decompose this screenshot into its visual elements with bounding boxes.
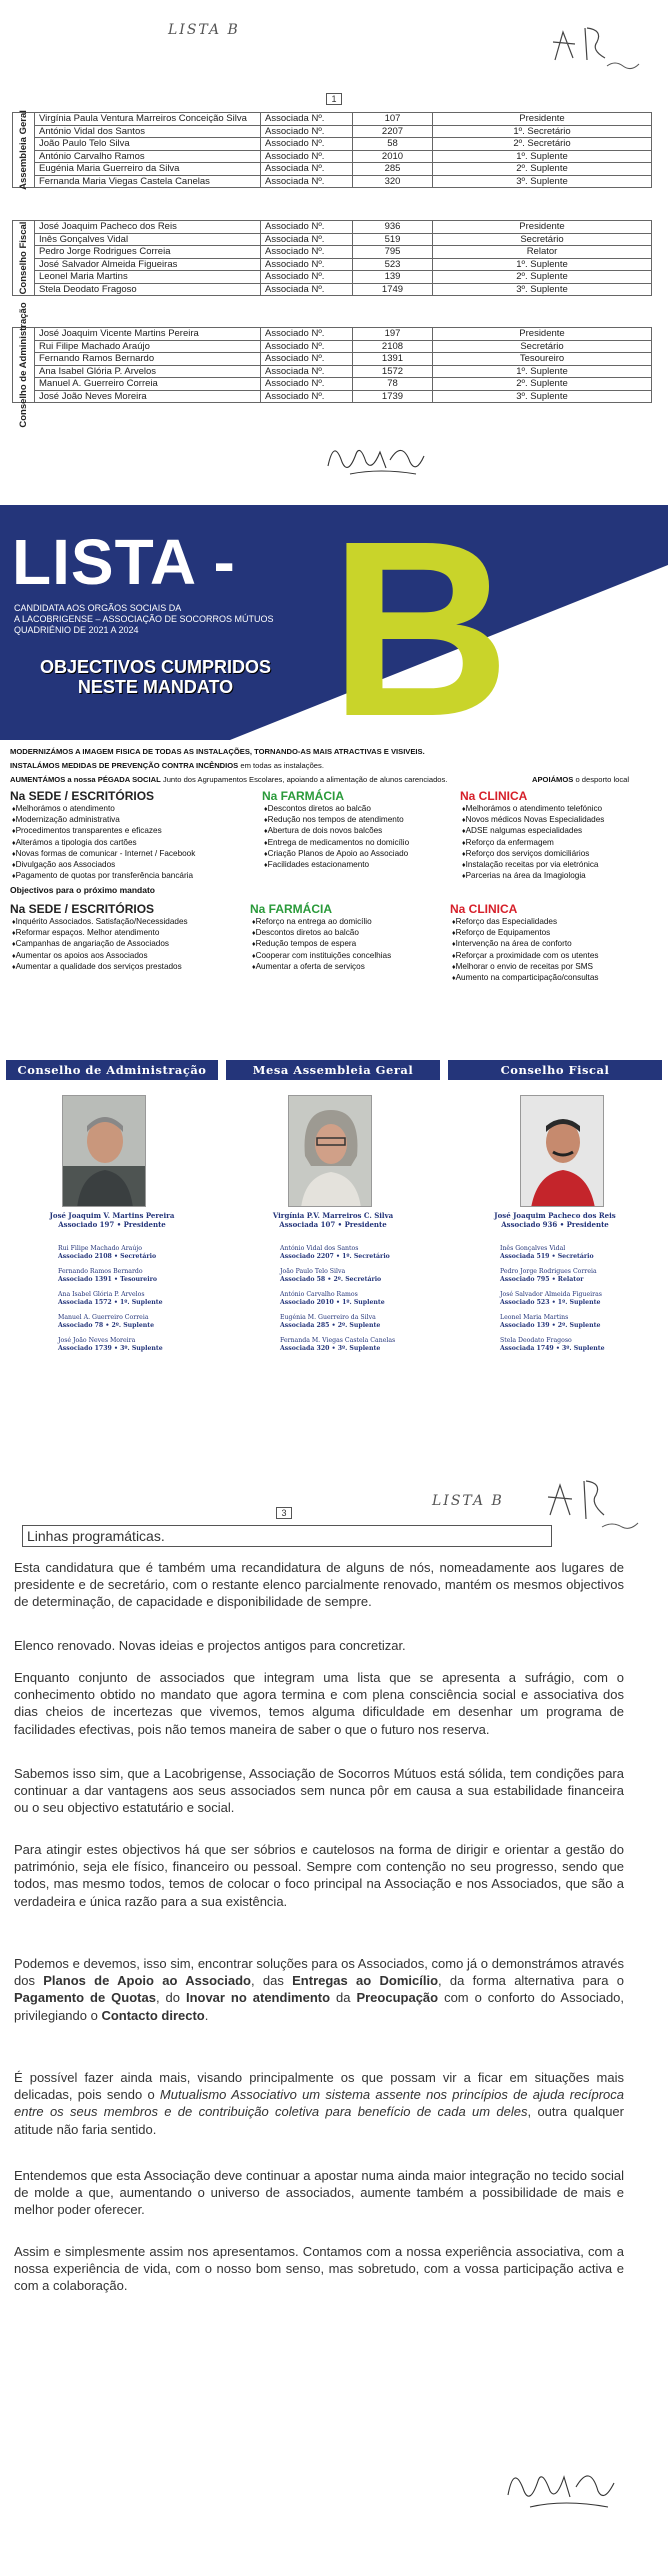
list-item: ♦ Reformar espaços. Melhor atendimento <box>12 928 188 939</box>
member-entry <box>58 1337 163 1352</box>
associate-label: Associada Nº. <box>261 113 353 126</box>
member-entry <box>500 1314 605 1329</box>
member-name: José Salvador Almeida Figueiras <box>35 258 261 271</box>
member-entry-name: Fernando Ramos Bernardo <box>58 1267 143 1275</box>
page-3 <box>0 1485 668 2560</box>
list-item: ♦ Parcerias na área da Imagiologia <box>462 871 604 882</box>
member-entry <box>500 1291 605 1306</box>
group-title: Assembleia Geral <box>13 113 35 188</box>
member-entry <box>500 1245 605 1260</box>
associate-number: 320 <box>353 175 433 188</box>
section-header-administration: Conselho de Administração <box>6 1060 218 1080</box>
list-item: ♦ Abertura de dois novos balcões <box>264 826 409 837</box>
associate-number: 58 <box>353 138 433 151</box>
member-entry-name: José Salvador Almeida Figueiras <box>500 1290 602 1298</box>
associate-label: Associado Nº. <box>261 390 353 403</box>
associate-label: Associado Nº. <box>261 246 353 259</box>
list-item: ♦ Aumento na comparticipação/consultas <box>452 973 598 984</box>
member-role: 2º. Suplente <box>433 378 652 391</box>
member-entry-name: António Carvalho Ramos <box>280 1290 358 1298</box>
member-entry-name: Inês Gonçalves Vidal <box>500 1245 566 1252</box>
table-row <box>13 150 652 163</box>
list-item: ♦ Reforçar a proximidade com os utentes <box>452 951 598 962</box>
member-role: 1º. Suplente <box>433 258 652 271</box>
member-entry <box>280 1314 395 1329</box>
member-role: 1º. Suplente <box>433 365 652 378</box>
list-item: ♦ ADSE nalgumas especialidades <box>462 826 604 837</box>
associate-label: Associado Nº. <box>261 328 353 341</box>
table-row <box>13 233 652 246</box>
member-role: 3º. Suplente <box>433 283 652 296</box>
intro-line-3-sport: APOIÁMOS o desporto local <box>532 775 630 784</box>
associate-label: Associada Nº. <box>261 365 353 378</box>
table-row <box>13 328 652 341</box>
list-item: ♦ Criação Planos de Apoio ao Associado <box>264 849 409 860</box>
paragraph-1: Esta candidatura que é também uma recandidatura de alguns de nós, nomeadamente aos lugares de presidente e de secretário, com o restante elenco parcialmente renovado, mantém os mesmos objectivos de determinação, de capacidade e disponibilidade de sempre. <box>14 1560 624 1610</box>
associate-label: Associado Nº. <box>261 125 353 138</box>
associate-label: Associada Nº. <box>261 233 353 246</box>
section-header-assembly: Mesa Assembleia Geral <box>226 1060 440 1080</box>
member-name: Inês Gonçalves Vidal <box>35 233 261 246</box>
list-item: ♦ Reforço da enfermagem <box>462 838 604 849</box>
president-caption-assembly: Virgínia P.V. Marreiros C. Silva Associada 107 • Presidente <box>272 1211 394 1229</box>
table-row <box>13 283 652 296</box>
flyer-banner <box>0 505 668 740</box>
list-item: ♦ Facilidades estacionamento <box>264 860 409 871</box>
associate-label: Associado Nº. <box>261 340 353 353</box>
associate-label: Associada Nº. <box>261 283 353 296</box>
member-entry-role: Associado 2207 • 1º. Secretário <box>280 1252 390 1260</box>
associate-number: 523 <box>353 258 433 271</box>
member-name: Ana Isabel Glória P. Arvelos <box>35 365 261 378</box>
member-name: Pedro Jorge Rodrigues Correia <box>35 246 261 259</box>
associate-number: 1749 <box>353 283 433 296</box>
member-entry-role: Associado 2010 • 1º. Suplente <box>280 1298 385 1306</box>
list-item: ♦ Melhorámos o atendimento telefónico <box>462 804 604 815</box>
associate-number: 1572 <box>353 365 433 378</box>
list-item: ♦ Reforço das Especialidades <box>452 917 598 928</box>
list-item: ♦ Pagamento de quotas por transferência bancária <box>12 871 195 882</box>
paragraph-9: Assim e simplesmente assim nos apresentamos. Contamos com a nossa experiência associativa, com a nossa experiência de vida, com o nosso bom senso, mas sobretudo, com a vossa participação activa e com a colaboração. <box>14 2244 624 2294</box>
paragraph-3: Enquanto conjunto de associados que integram uma lista que se apresenta a sufrágio, com o conhecimento obtido no mandato que agora termina e com plena consciência social e associativa dos dias cheios de incertezas que vivemos, temos alguma dificuldade em desenhar um programa de facilidades efectivas, pois não temos maneira de saber o que o futuro nos reserva. <box>14 1670 624 1737</box>
list-item: ♦ Aumentar a qualidade dos serviços prestados <box>12 962 188 973</box>
member-entry <box>58 1268 163 1283</box>
list-item: ♦ Divulgação aos Associados <box>12 860 195 871</box>
intro-line-3: AUMENTÁMOS a nossa PÉGADA SOCIAL Junto dos Agrupamentos Escolares, apoiando a alimentação de alunos carenciados. <box>10 775 448 784</box>
member-name: João Paulo Telo Silva <box>35 138 261 151</box>
program-heading: Linhas programáticas. <box>22 1525 552 1547</box>
svg-text:B: B <box>329 510 511 735</box>
table-row <box>13 258 652 271</box>
member-role: 2º. Secretário <box>433 138 652 151</box>
next-sede-title: Na SEDE / ESCRITÓRIOS <box>10 902 155 916</box>
paragraph-4: Sabemos isso sim, que a Lacobrigense, Associação de Socorros Mútuos está sólida, tem condições para continuar a dar vantagens aos seus associados sem nunca pôr em causa a sua estabilidade financeira ou o seu objectivo estatutário e social. <box>14 1766 624 1816</box>
member-entry-name: Rui Filipe Machado Araújo <box>58 1245 142 1252</box>
member-entry-name: José João Neves Moreira <box>58 1336 136 1344</box>
table-row <box>13 113 652 126</box>
member-entry-role: Associada 285 • 2º. Suplente <box>280 1321 381 1329</box>
member-entry <box>58 1245 163 1260</box>
next-clin-title: Na CLINICA <box>450 902 518 916</box>
member-role: Presidente <box>433 113 652 126</box>
member-role: 3º. Suplente <box>433 390 652 403</box>
associate-number: 78 <box>353 378 433 391</box>
list-item: ♦ Aumentar a oferta de serviços <box>252 962 391 973</box>
section-header-fiscal: Conselho Fiscal <box>448 1060 662 1080</box>
fiscal-council-table <box>12 220 652 296</box>
associate-label: Associada Nº. <box>261 163 353 176</box>
list-item: ♦ Novos médicos Novas Especialidades <box>462 815 604 826</box>
associate-number: 1739 <box>353 390 433 403</box>
members-list-administration <box>58 1245 163 1360</box>
next-sede-list <box>12 917 188 973</box>
member-name: António Vidal dos Santos <box>35 125 261 138</box>
member-name: José João Neves Moreira <box>35 390 261 403</box>
list-item: ♦ Campanhas de angariação de Associados <box>12 939 188 950</box>
member-role: 3º. Suplente <box>433 175 652 188</box>
associate-label: Associado Nº. <box>261 353 353 366</box>
list-item: ♦ Cooperar com instituições concelhias <box>252 951 391 962</box>
member-name: Manuel A. Guerreiro Correia <box>35 378 261 391</box>
next-farm-title: Na FARMÁCIA <box>250 902 333 916</box>
member-entry-name: Eugénia M. Guerreiro da Silva <box>280 1313 376 1321</box>
member-entry-role: Associada 1572 • 1º. Suplente <box>58 1298 163 1306</box>
member-entry-name: Manuel A. Guerreiro Correia <box>58 1313 149 1321</box>
table-row <box>13 378 652 391</box>
table-row <box>13 390 652 403</box>
member-entry <box>58 1291 163 1306</box>
president-photo-administration <box>62 1095 146 1207</box>
member-role: Presidente <box>433 221 652 234</box>
table-row <box>13 125 652 138</box>
list-item: ♦ Redução nos tempos de atendimento <box>264 815 409 826</box>
big-letter-b-logo <box>300 510 540 735</box>
table-row <box>13 353 652 366</box>
paragraph-8: Entendemos que esta Associação deve continuar a apostar numa ainda maior integração no tecido social de molde a que, aumentando o universo de associados, aumente também a possibilidade de mais e melhor poder oferecer. <box>14 2168 624 2218</box>
list-item: ♦ Novas formas de comunicar - Internet / Facebook <box>12 849 195 860</box>
member-name: Fernanda Maria Viegas Castela Canelas <box>35 175 261 188</box>
member-name: Fernando Ramos Bernardo <box>35 353 261 366</box>
done-farm-list <box>264 804 409 871</box>
table-row <box>13 271 652 284</box>
member-entry-role: Associada 320 • 3º. Suplente <box>280 1344 381 1352</box>
list-item: ♦ Alterámos a tipologia dos cartões <box>12 838 195 849</box>
president-caption-administration: José Joaquim V. Martins Pereira Associado 197 • Presidente <box>49 1211 175 1229</box>
member-entry-role: Associado 523 • 1º. Suplente <box>500 1298 601 1306</box>
member-entry-name: Ana Isabel Glória P. Arvelos <box>58 1290 145 1298</box>
member-role: 2º. Suplente <box>433 271 652 284</box>
done-sede-list <box>12 804 195 882</box>
page-number-1: 1 <box>326 93 342 105</box>
president-photo-assembly <box>288 1095 372 1207</box>
intro-line-1: MODERNIZÁMOS A IMAGEM FISICA DE TODAS AS INSTALAÇÕES, TORNANDO-AS MAIS ATRACTIVAS E VISIVEIS. <box>10 747 425 756</box>
member-entry <box>280 1245 395 1260</box>
member-name: José Joaquim Vicente Martins Pereira <box>35 328 261 341</box>
member-name: Leonel Maria Martins <box>35 271 261 284</box>
group-title: Conselho Fiscal <box>13 221 35 296</box>
associate-number: 107 <box>353 113 433 126</box>
associate-number: 197 <box>353 328 433 341</box>
list-item: ♦ Melhorámos o atendimento <box>12 804 195 815</box>
member-entry <box>58 1314 163 1329</box>
member-entry <box>280 1291 395 1306</box>
administration-council-table <box>12 302 652 428</box>
assembly-members-table <box>12 112 652 188</box>
member-entry-role: Associado 795 • Relator <box>500 1275 584 1283</box>
table-row <box>13 246 652 259</box>
list-item: ♦ Redução tempos de espera <box>252 939 391 950</box>
list-item: ♦ Descontos diretos ao balcão <box>264 804 409 815</box>
paragraph-5: Para atingir estes objectivos há que ser sóbrios e cautelosos na forma de dirigir e orientar a gestão do património, seja ele físico, financeiro ou pessoal. Sempre com contenção no seu progresso, sendo que todos, mas mesmo todos, temos de colocar o foco principal na Associação e nos Associados, que são a verdadeira e única razão para a sua existência. <box>14 1842 624 1909</box>
member-name: Stela Deodato Fragoso <box>35 283 261 296</box>
member-entry <box>280 1268 395 1283</box>
table-row <box>13 138 652 151</box>
intro-line-2: INSTALÁMOS MEDIDAS DE PREVENÇÃO CONTRA INCÊNDIOS em todas as instalações. <box>10 761 324 770</box>
member-entry-name: Leonel Maria Martins <box>500 1313 569 1321</box>
associate-label: Associada Nº. <box>261 175 353 188</box>
member-role: Secretário <box>433 340 652 353</box>
flyer-lista-title: LISTA - <box>12 526 236 598</box>
members-list-fiscal <box>500 1245 605 1360</box>
list-item: ♦ Entrega de medicamentos no domicílio <box>264 838 409 849</box>
signature-1 <box>320 432 440 482</box>
paragraph-2: Elenco renovado. Novas ideias e projectos antigos para concretizar. <box>14 1638 406 1653</box>
done-clin-list <box>462 804 604 882</box>
president-caption-fiscal: José Joaquim Pacheco dos Reis Associado 936 • Presidente <box>494 1211 616 1229</box>
list-item: ♦ Descontos diretos ao balcão <box>252 928 391 939</box>
list-item: ♦ Reforço de Equipamentos <box>452 928 598 939</box>
member-entry-role: Associado 78 • 2º. Suplente <box>58 1321 155 1329</box>
list-item: ♦ Reforço na entrega ao domicílio <box>252 917 391 928</box>
list-item: ♦ Aumentar os apoios aos Associados <box>12 951 188 962</box>
handwritten-list-note-2: LISTA B <box>432 1493 504 1509</box>
handwritten-list-note: LISTA B <box>168 22 240 38</box>
list-item: ♦ Modernização administrativa <box>12 815 195 826</box>
associate-label: Associado Nº. <box>261 378 353 391</box>
list-item: ♦ Melhorar o envio de receitas por SMS <box>452 962 598 973</box>
next-mandate-title: Objectivos para o próximo mandato <box>10 885 156 895</box>
member-entry-role: Associada 1749 • 3º. Suplente <box>500 1344 605 1352</box>
handwritten-initials-mark <box>545 20 655 75</box>
member-entry-role: Associada 519 • Secretário <box>500 1252 594 1260</box>
list-item: ♦ Inquérito Associados. Satisfação/Necessidades <box>12 917 188 928</box>
member-role: 1º. Secretário <box>433 125 652 138</box>
member-entry-role: Associado 58 • 2º. Secretário <box>280 1275 382 1283</box>
associate-label: Associado Nº. <box>261 258 353 271</box>
member-entry <box>500 1268 605 1283</box>
campaign-flyer <box>0 505 668 1450</box>
associate-number: 519 <box>353 233 433 246</box>
member-entry-role: Associado 1739 • 3º. Suplente <box>58 1344 163 1352</box>
table-row <box>13 340 652 353</box>
member-role: Presidente <box>433 328 652 341</box>
member-entry-role: Associado 139 • 2º. Suplente <box>500 1321 601 1329</box>
paragraph-6: Podemos e devemos, isso sim, encontrar soluções para os Associados, como já o demonstrámos através dos Planos de Apoio ao Associado, das Entregas ao Domicílio, da forma alternativa para o Pagamento de Quotas, do Inovar no atendimento da Preocupação com o conforto do Associado, privilegiando o Contacto directo. <box>14 1956 625 2023</box>
member-entry-role: Associado 1391 • Tesoureiro <box>58 1275 157 1283</box>
done-sede-title: Na SEDE / ESCRITÓRIOS <box>10 789 155 803</box>
members-list-assembly <box>280 1245 395 1360</box>
associate-number: 2207 <box>353 125 433 138</box>
done-farm-title: Na FARMÁCIA <box>262 789 345 803</box>
member-entry <box>500 1337 605 1352</box>
table-row <box>13 221 652 234</box>
associate-label: Associado Nº. <box>261 138 353 151</box>
associate-number: 2108 <box>353 340 433 353</box>
member-role: Tesoureiro <box>433 353 652 366</box>
list-item: ♦ Intervenção na área de conforto <box>452 939 598 950</box>
list-item: ♦ Reforço dos serviços domiciliários <box>462 849 604 860</box>
member-name: José Joaquim Pacheco dos Reis <box>35 221 261 234</box>
associate-number: 139 <box>353 271 433 284</box>
member-name: Rui Filipe Machado Araújo <box>35 340 261 353</box>
flyer-subtitle: CANDIDATA AOS ORGÃOS SOCIAIS DA A LACOBRIGENSE – ASSOCIAÇÃO DE SOCORROS MÚTUOS QUADRIÉNIO DE 2021 A 2024 <box>14 603 274 635</box>
associate-label: Associado Nº. <box>261 271 353 284</box>
next-clin-list <box>452 917 598 984</box>
member-name: Virgínia Paula Ventura Marreiros Conceição Silva <box>35 113 261 126</box>
table-row <box>13 365 652 378</box>
associate-number: 936 <box>353 221 433 234</box>
table-row <box>13 163 652 176</box>
member-role: 1º. Suplente <box>433 150 652 163</box>
list-item: ♦ Instalação receitas por via eletrónica <box>462 860 604 871</box>
next-farm-list <box>252 917 391 973</box>
associate-number: 285 <box>353 163 433 176</box>
associate-label: Associado Nº. <box>261 150 353 163</box>
member-role: 2º. Suplente <box>433 163 652 176</box>
signature-3 <box>500 2455 630 2515</box>
member-entry <box>280 1337 395 1352</box>
member-name: Eugénia Maria Guerreiro da Silva <box>35 163 261 176</box>
associate-number: 1391 <box>353 353 433 366</box>
member-entry-role: Associado 2108 • Secretário <box>58 1252 157 1260</box>
member-entry-name: Stela Deodato Fragoso <box>500 1336 572 1344</box>
member-entry-name: Fernanda M. Viegas Castela Canelas <box>280 1336 396 1344</box>
member-name: António Carvalho Ramos <box>35 150 261 163</box>
list-item: ♦ Procedimentos transparentes e eficazes <box>12 826 195 837</box>
paragraph-7: É possível fazer ainda mais, visando principalmente os que possam vir a ficar em situações mais delicadas, pois sendo o Mutualismo Associativo um sistema assente nos princípios de ajuda recíproca entre os seus membros e de contribuição coletiva para benefício de cada um deles, outra qualquer atitude não faria sentido. <box>14 2070 625 2137</box>
group-title: Conselho de Administração <box>13 328 35 403</box>
associate-label: Associado Nº. <box>261 221 353 234</box>
associate-number: 2010 <box>353 150 433 163</box>
table-row <box>13 175 652 188</box>
handwritten-initials-mark-2 <box>540 1475 650 1535</box>
member-role: Secretário <box>433 233 652 246</box>
associate-number: 795 <box>353 246 433 259</box>
president-photo-fiscal <box>520 1095 604 1207</box>
member-entry-name: António Vidal dos Santos <box>280 1245 359 1252</box>
objectives-achieved-title: OBJECTIVOS CUMPRIDOS NESTE MANDATO <box>40 657 272 697</box>
member-entry-name: Pedro Jorge Rodrigues Correia <box>500 1267 597 1275</box>
done-clin-title: Na CLINICA <box>460 789 528 803</box>
member-role: Relator <box>433 246 652 259</box>
member-entry-name: João Paulo Telo Silva <box>280 1267 346 1275</box>
page-number-3: 3 <box>276 1507 292 1519</box>
